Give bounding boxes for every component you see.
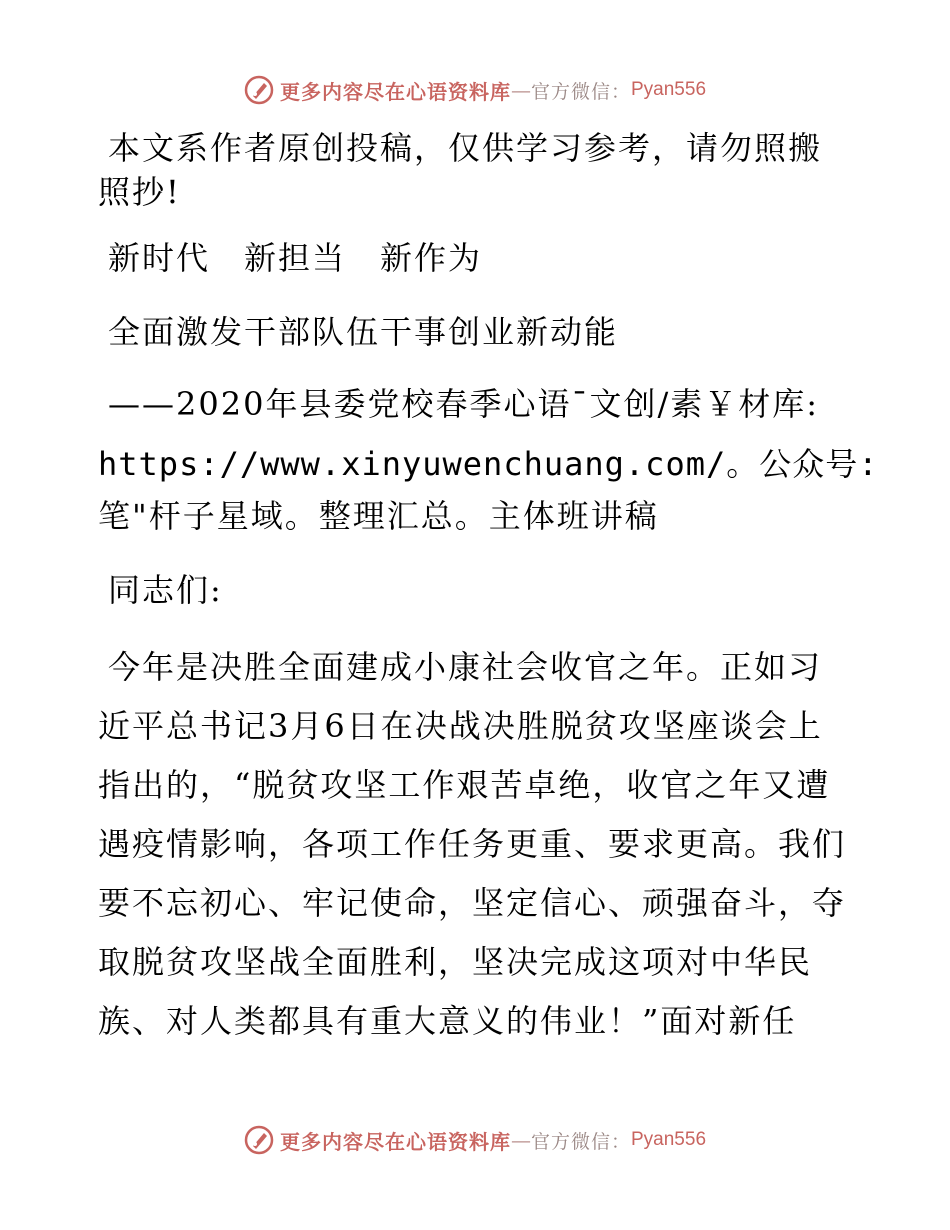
subtitle-line: 笔"杆子星域。整理汇总。主体班讲稿 [98, 497, 659, 535]
paragraph-line: 取脱贫攻坚战全面胜利，坚决完成这项对中华民 [98, 943, 813, 981]
banner-label: 更多内容尽在心语资料库 [279, 79, 511, 104]
paragraph-line: 要不忘初心、牢记使命，坚定信心、顽强奋斗，夺 [98, 884, 847, 922]
paragraph-line: 族、对人类都具有重大意义的伟业！”面对新任 [98, 1002, 797, 1040]
banner-dash: — [510, 78, 531, 102]
pen-logo-icon [244, 75, 274, 105]
banner-label: 更多内容尽在心语资料库 [279, 1129, 511, 1154]
document-title: 全面激发干部队伍干事创业新动能 [108, 313, 619, 351]
slogan: 新时代 新担当 新作为 [108, 239, 483, 277]
paragraph-line: 遇疫情影响，各项工作任务更重、要求更高。我们 [98, 825, 847, 863]
disclaimer [98, 126, 858, 214]
banner-wechat-label: 官方微信： [530, 1130, 631, 1153]
banner-wechat-label: 官方微信： [530, 80, 631, 103]
subtitle-line: https://www.xinyuwenchuang.com/。公众号: [98, 445, 879, 483]
subtitle-line: ——2020年县委党校春季心语¯文创/素￥材库: [108, 385, 820, 423]
header-watermark [0, 70, 950, 110]
salutation: 同志们: [108, 571, 223, 609]
paragraph-line: 今年是决胜全面建成小康社会收官之年。正如习 [108, 648, 823, 686]
document-subtitle [98, 382, 879, 538]
disclaimer-line: 照抄! [98, 173, 181, 211]
paragraph-line: 近平总书记3月6日在决战决胜脱贫攻坚座谈会上 [98, 707, 823, 745]
paragraph-line: 指出的，“脱贫攻坚工作艰苦卓绝，收官之年又遭 [98, 766, 831, 804]
body-paragraph [98, 638, 858, 1051]
document-body [98, 126, 879, 1051]
pen-logo-icon [244, 1125, 274, 1155]
banner-dash: — [510, 1128, 531, 1152]
banner-wechat-id: Pyan556 [631, 79, 707, 100]
banner-wechat-id: Pyan556 [631, 1129, 707, 1150]
disclaimer-line: 本文系作者原创投稿，仅供学习参考，请勿照搬 [108, 129, 823, 167]
footer-watermark [0, 1120, 950, 1160]
